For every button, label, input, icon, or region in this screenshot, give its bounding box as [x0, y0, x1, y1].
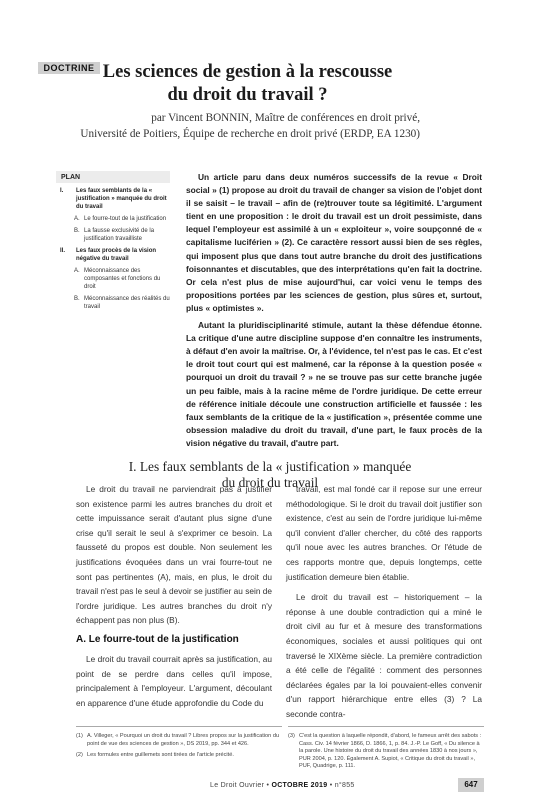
plan-item	[56, 267, 170, 291]
body-paragraph: Le droit du travail courrait après sa justification, au point de se perdre dans celles qu'il impose, principalement à l'employeur. L'argument, découlant en apparence d'une étude approfondie du Code du	[76, 653, 272, 708]
author-byline	[80, 111, 420, 142]
page-footer: Le Droit Ouvrier • OCTOBRE 2019 • n°855	[210, 782, 355, 789]
plan-item	[56, 227, 170, 243]
footnotes-left	[76, 726, 282, 764]
plan-box	[56, 171, 170, 321]
footnotes-right	[288, 726, 484, 775]
body-paragraph: Le droit du travail est – historiquement – la réponse à une double contradiction qui a miné le droit civil au fur et à mesure des transformations économiques, sociales et aussi politiques qui ont traversé le XIXème siècle. La première contradiction a été celle de l'égalité : comment des personnes déclarées égales par la loi pouvaient-elles convenir d'un rapport hiérarchique entre elles (3) ? La seconde contra-	[286, 592, 482, 719]
plan-item-label: La fausse exclusivité de la justification travailliste	[84, 228, 155, 242]
article-title	[100, 61, 395, 107]
footnote-number: (1)	[76, 733, 83, 739]
plan-heading: PLAN	[61, 174, 81, 181]
footnote-text: Les formules entre guillemets sont tirées de l'article précité.	[87, 752, 234, 759]
byline-line-1: par Vincent BONNIN, Maître de conférences en droit privé,	[151, 112, 420, 124]
journal-name: Le Droit Ouvrier	[210, 782, 265, 789]
plan-list	[56, 183, 170, 321]
plan-item-number: B.	[74, 228, 80, 234]
title-line-2: du droit du travail ?	[167, 85, 328, 105]
plan-item	[56, 187, 170, 211]
plan-item	[56, 215, 170, 223]
plan-item-number: II.	[60, 248, 66, 254]
plan-item-number: A.	[74, 268, 80, 274]
intro-paragraph-1: Un article paru dans deux numéros successifs de la revue « Droit social » (1) propose au droit du travail de changer sa vision de l'objet dont il se saisit – le travail – afin de (re)trouver toute sa légitimité. L'argument tient en une proposition : le droit du travail est un droit pessimiste, dans lequel l'employeur est assimilé à un « exploiteur », voire soupçonné de « capitalisme luciférien » (2). Ce caractère ressort aussi bien de ses règles, qui imposent plus que dans tout autre branche du droit des justifications foisonnantes et discutables, que des interprétations qu'en fait la doctrine. Or cela n'est plus de mise aujourd'hui, car voici venu le temps des propositions portées par les sciences de gestion, plus sûres et, surtout, plus « optimistes ».	[186, 172, 482, 313]
body-paragraph: travail, est mal fondé car il repose sur une erreur méthodologique. Si le droit du travail doit justifier son existence, c'est au sein de l'ordre juridique lui-même qu'il convient d'aller chercher, du côté des rapports qu'il noue avec les autres branches. Or l'étude de ces rapports montre que, depuis longtemps, cette justification demeure bien établie.	[286, 484, 482, 582]
issue-date: OCTOBRE 2019	[271, 782, 328, 789]
section-heading-line-2: du droit du travail	[221, 474, 319, 490]
plan-item-label: Les faux semblants de la « justification » manquée du droit du travail	[76, 188, 167, 210]
plan-item-number: I.	[60, 188, 64, 194]
page-number: 647	[458, 778, 484, 792]
footnote-number: (2)	[76, 752, 83, 759]
footnote	[76, 733, 282, 748]
plan-item-label: Méconnaissance des composantes et fonctions du droit	[84, 268, 161, 290]
footnote-text: C'est la question à laquelle répondit, d'abord, le fameux arrêt des sabots : Cass. Civ. 14 février 1866, D. 1866, 1, p. 84. J.-P. Le Goff, « Du silence à la parole. Une histoire du droit du travail des années 1830 à nos jours », PUR 2004, p. 120. Également A. Supiot, « Critique du droit du travail », PUF, Quadrige, p. 111.	[299, 733, 482, 770]
intro-paragraph-2: Autant la pluridisciplinarité stimule, autant la thèse défendue étonne. La critique d'une autre discipline suppose d'en connaître les instruments, à défaut d'en avoir la maîtrise. Or, à l'évidence, tel n'est pas le cas. Et c'est le droit tout court qui est malmené, car la réponse à la question posée « pourquoi un droit du travail ? » ne se trouve pas sur cette branche jugée un peu faible, mais à la racine même de l'ordre juridique. De cette erreur de référence initiale découle une construction artificielle et faussée : les faux semblants de la critique de la « justification », présentée comme une obsession maladive du droit du travail, d'une part, le faux procès de la vision négative du travail, d'autre part.	[186, 320, 482, 448]
issue-number: n°855	[334, 782, 355, 789]
left-column	[76, 482, 272, 716]
footnote-text: A. Villeger, « Pourquoi un droit du travail ? Libres propos sur la justification du point de vue des sciences de gestion », DS 2019, pp. 344 et 426.	[87, 733, 280, 747]
right-column	[286, 482, 482, 728]
section-heading-line-1: I. Les faux semblants de la « justification » manquée	[128, 459, 412, 474]
plan-item	[56, 295, 170, 311]
plan-item-number: B.	[74, 296, 80, 302]
byline-line-2: Université de Poitiers, Équipe de recherche en droit privé (ERDP, EA 1230)	[80, 127, 420, 140]
plan-item-label: Le fourre-tout de la justification	[84, 216, 167, 222]
footnote-number: (3)	[288, 733, 295, 739]
plan-item-label: Les faux procès de la vision négative du travail	[76, 248, 157, 262]
introduction	[186, 171, 482, 454]
rubric-label: DOCTRINE	[38, 62, 100, 74]
footnote	[76, 752, 282, 760]
subsection-heading: A. Le fourre-tout de la justification	[76, 633, 239, 645]
footnote	[288, 733, 484, 771]
plan-item-label: Méconnaissance des réalités du travail	[84, 296, 170, 310]
plan-item-number: A.	[74, 216, 80, 222]
title-line-1: Les sciences de gestion à la rescousse	[102, 62, 393, 82]
plan-item	[56, 247, 170, 263]
body-paragraph: Le droit du travail ne parviendrait pas à justifier son existence parmi les autres branches du droit et cette impuissance serait d'autant plus signe d'une crise qu'il serait le seul à s'exprimer ce besoin. La fausseté du propos est double. Non seulement les justifications évoquées dans un vrai fourre-tout ne sont pas pertinentes (A), mais, en plus, le droit du travail n'est pas le seul à devoir se justifier au sein de l'ordre juridique. Les autres branches du droit n'y échappent pas non plus (B).	[76, 484, 272, 626]
